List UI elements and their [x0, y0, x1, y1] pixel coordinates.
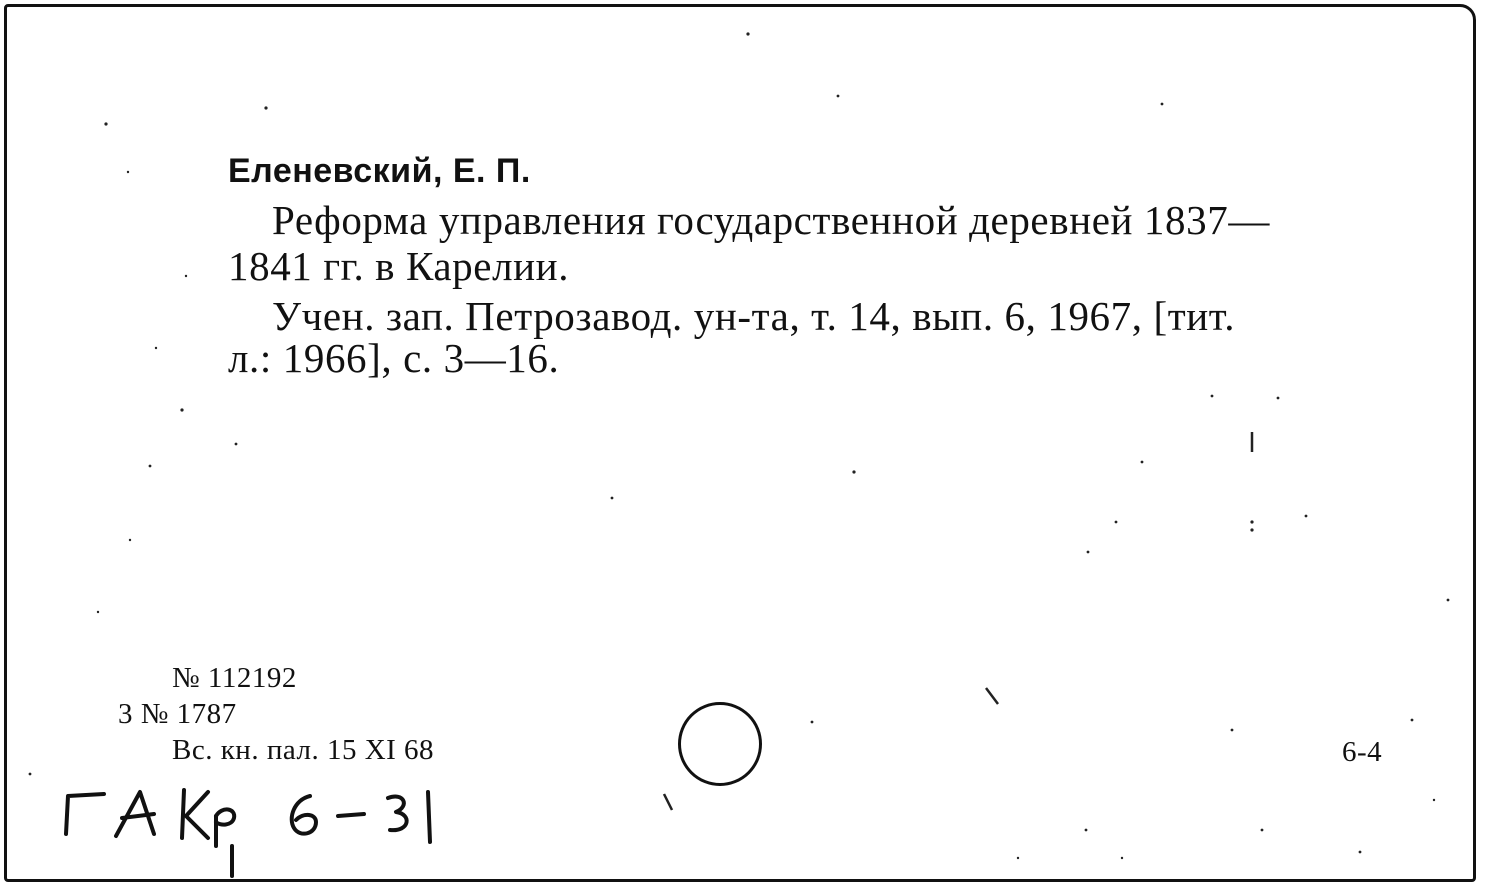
received-note: Вс. кн. пал. 15 XI 68	[172, 734, 435, 766]
title-line-1: Реформа управления государственной деревней 1837—	[272, 197, 1270, 243]
author-heading: Еленевский, Е. П.	[228, 152, 531, 190]
title-line-2: 1841 гг. в Карелии.	[228, 243, 570, 289]
punch-hole	[678, 702, 762, 786]
source-line-2: л.: 1966], с. 3—16.	[228, 335, 560, 381]
source-line-1: Учен. зап. Петрозавод. ун-та, т. 14, вып. 6, 1967, [тит.	[272, 293, 1236, 339]
handwritten-shelfmark	[58, 776, 458, 880]
card-number: № 112192	[172, 662, 297, 694]
index-code: 6-4	[1342, 736, 1383, 768]
order-number: 3 № 1787	[118, 698, 237, 730]
